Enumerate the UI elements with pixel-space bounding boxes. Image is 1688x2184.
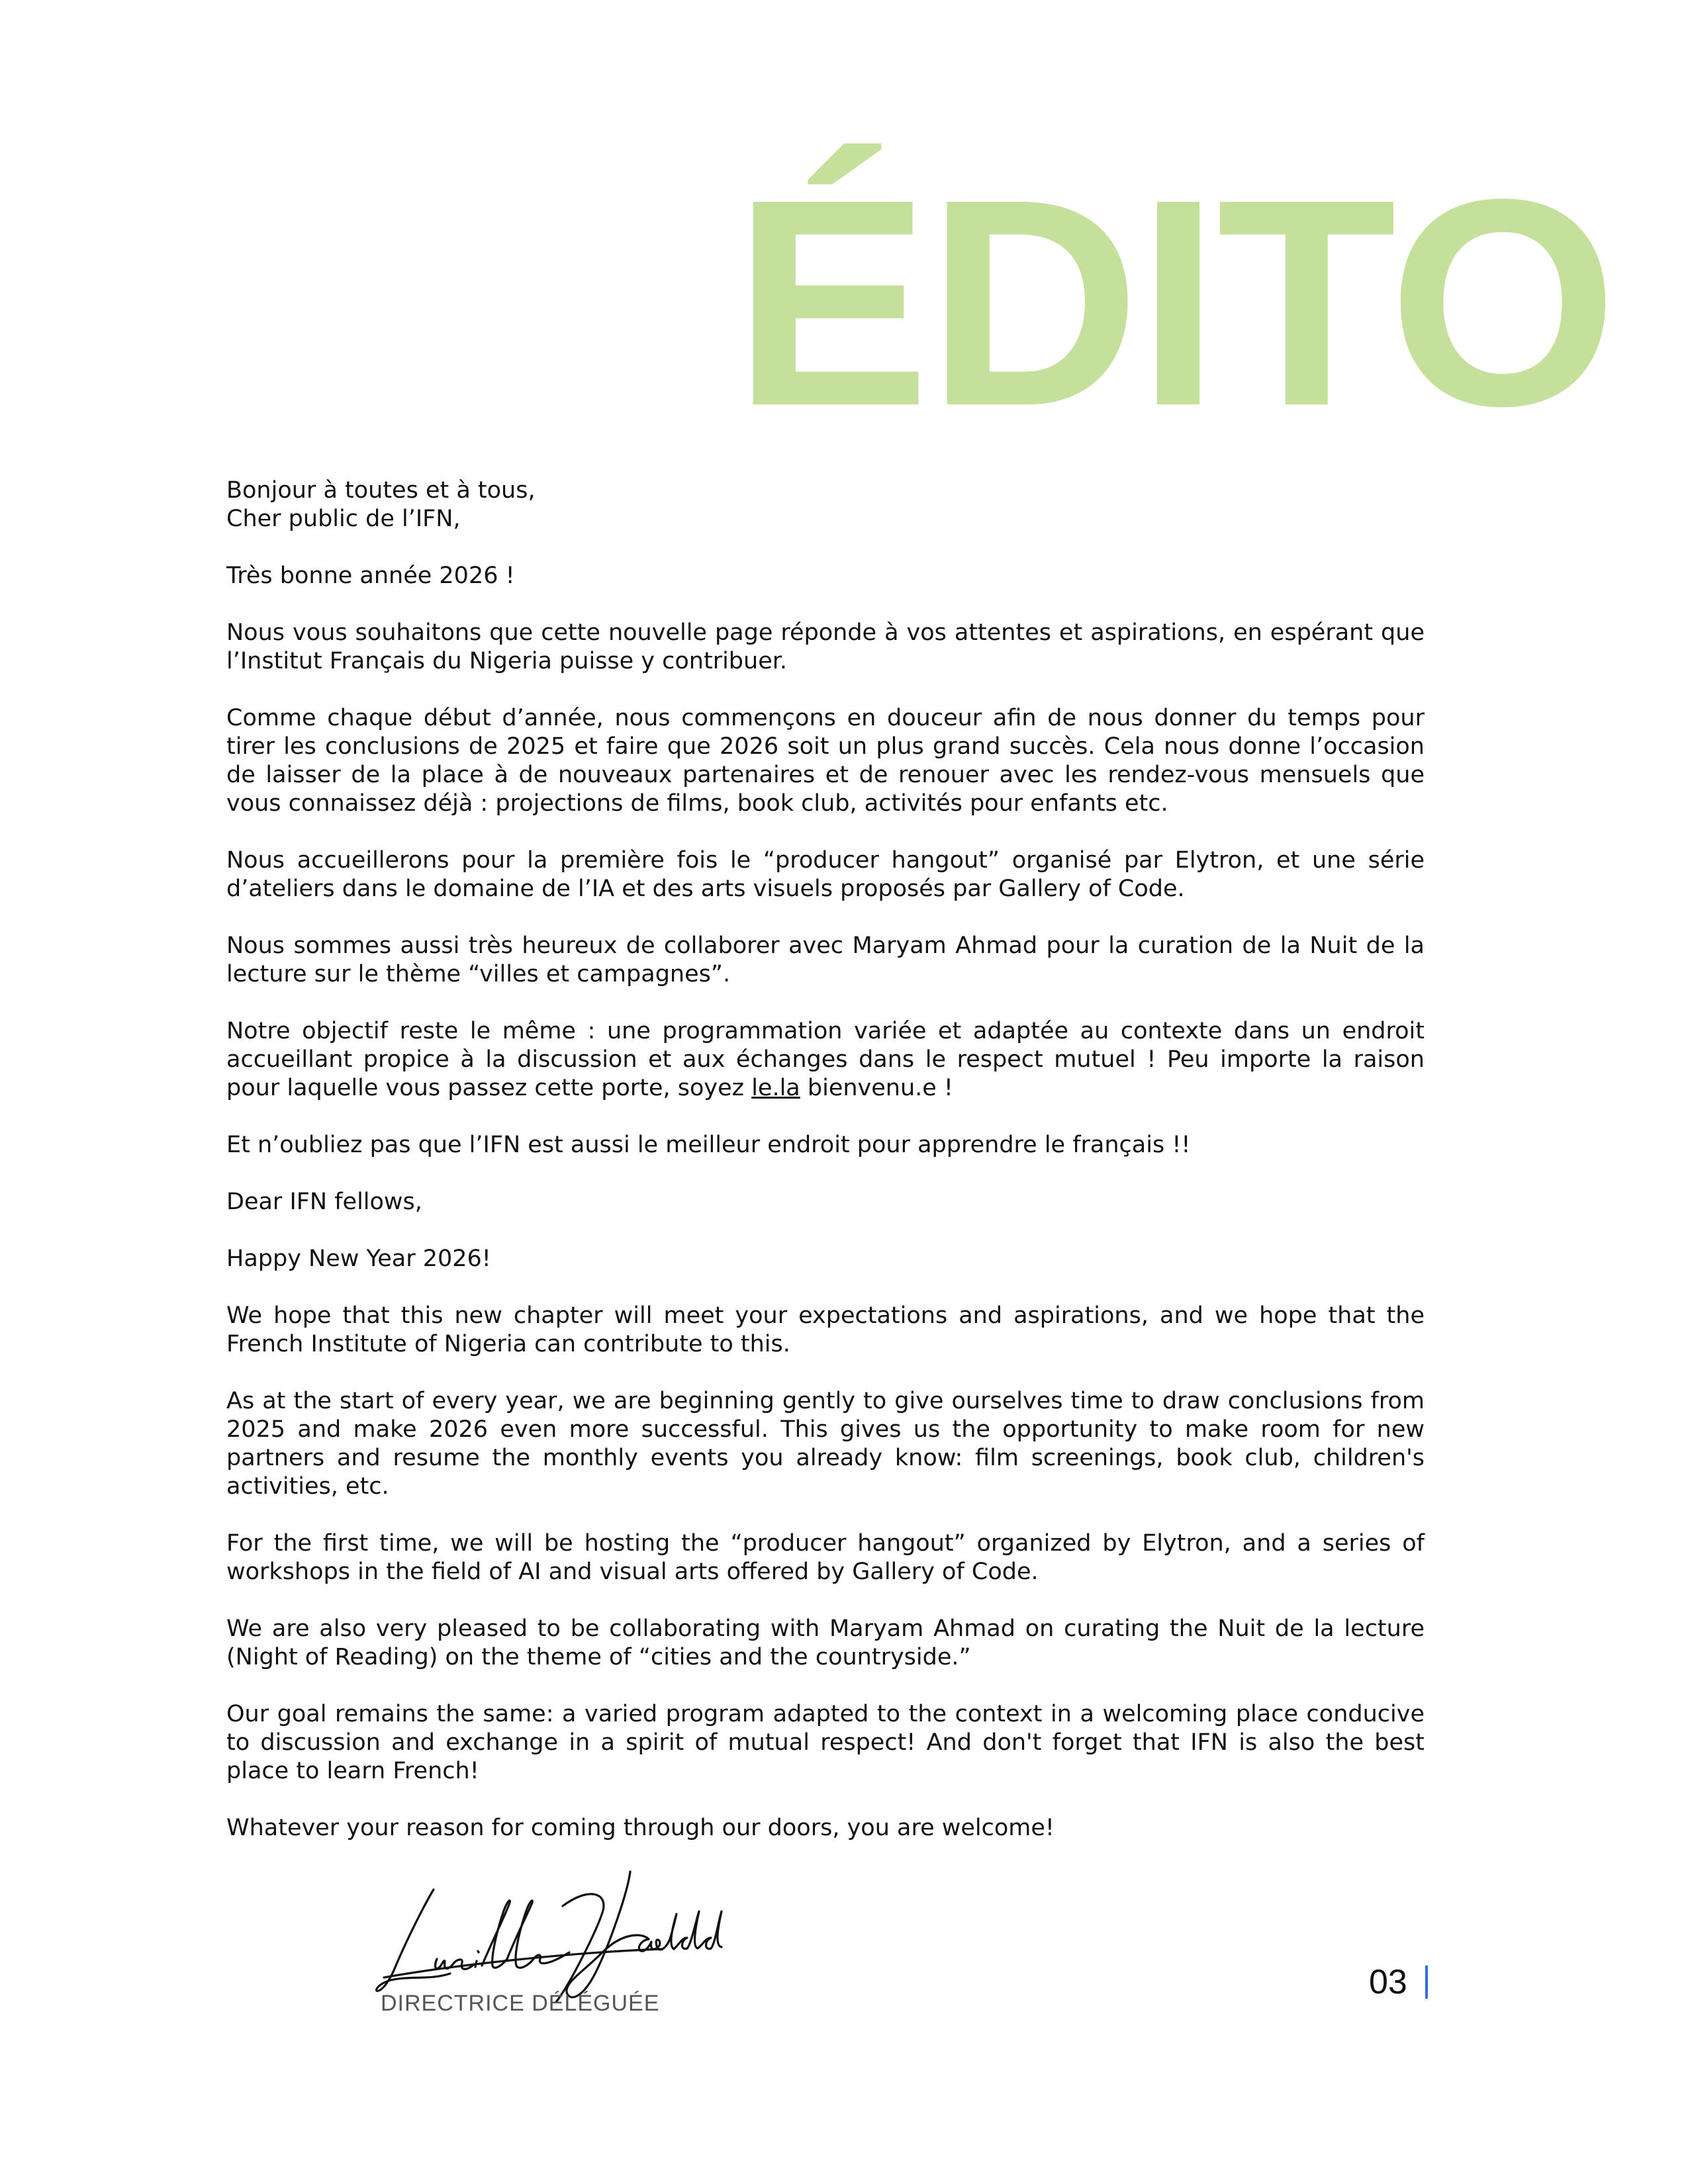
handwritten-signature bbox=[371, 1866, 741, 2005]
paragraph-fr: Nous vous souhaitons que cette nouvelle page réponde à vos attentes et aspirations, en espérant que l’Institut Français du Nigeria puisse y contribuer. bbox=[226, 619, 1425, 674]
objective-text-end: bienvenu.e ! bbox=[800, 1075, 953, 1101]
signature-role: DIRECTRICE DÉLÉGUÉE bbox=[381, 1991, 660, 2016]
editorial-body bbox=[226, 477, 1425, 1871]
page-title: ÉDITO bbox=[733, 138, 1615, 467]
paragraph-en: Happy New Year 2026! bbox=[226, 1246, 491, 1272]
paragraph-fr: Nous accueillerons pour la première fois le “producer hangout” organisé par Elytron, et une série d’ateliers dans le domaine de l’IA et des arts visuels proposés par Gallery of Code. bbox=[226, 847, 1425, 902]
paragraph-en: As at the start of every year, we are beginning gently to give ourselves time to draw conclusions from 2025 and make 2026 even more successful. This gives us the opportunity to make room for new partners and resume the monthly events you already know: film screenings, book club, children's activities, etc. bbox=[226, 1388, 1425, 1500]
paragraph-fr: Comme chaque début d’année, nous commençons en douceur afin de nous donner du temps pour tirer les conclusions de 2025 et faire que 2026 soit un plus grand succès. Cela nous donne l’occasion de laisser de la place à de nouveaux partenaires et de renouer avec les rendez-vous mensuels que vous connaissez déjà : projections de films, book club, activités pour enfants etc. bbox=[226, 705, 1425, 817]
paragraph-fr: Et n’oubliez pas que l’IFN est aussi le meilleur endroit pour apprendre le français !! bbox=[226, 1132, 1191, 1158]
paragraph-en: Our goal remains the same: a varied program adapted to the context in a welcoming place conducive to discussion and exchange in a spirit of mutual respect! And don't forget that IFN is also the best place to learn French! bbox=[226, 1701, 1425, 1784]
paragraph-en: We are also very pleased to be collaborating with Maryam Ahmad on curating the Nuit de la lecture (Night of Reading) on the theme of “cities and the countryside.” bbox=[226, 1615, 1425, 1670]
page-number: 03 bbox=[1369, 1963, 1407, 2001]
paragraph-fr-objective bbox=[226, 1017, 1425, 1103]
objective-text: Notre objectif reste le même : une programmation variée et adaptée au contexte dans un endroit accueillant propice à la discussion et aux échanges dans le respect mutuel ! Peu importe la raison pour laquelle vous passez cette porte, soyez bbox=[226, 1018, 1425, 1101]
greeting-line: Cher public de l’IFN, bbox=[226, 506, 461, 532]
signature-image bbox=[371, 1866, 741, 2005]
greeting-line: Bonjour à toutes et à tous, bbox=[226, 477, 536, 504]
paragraph-en: Whatever your reason for coming through our doors, you are welcome! bbox=[226, 1815, 1055, 1841]
paragraph-fr: Nous sommes aussi très heureux de collaborer avec Maryam Ahmad pour la curation de la Nuit de la lecture sur le thème “villes et campagnes”. bbox=[226, 933, 1425, 987]
paragraph-en: Dear IFN fellows, bbox=[226, 1189, 422, 1215]
page-number-accent-bar bbox=[1425, 1966, 1428, 1999]
paragraph-en: For the first time, we will be hosting the “producer hangout” organized by Elytron, and a series of workshops in the field of AI and visual arts offered by Gallery of Code. bbox=[226, 1530, 1425, 1585]
paragraph-fr: Très bonne année 2026 ! bbox=[226, 563, 515, 589]
underlined-word: le.la bbox=[751, 1075, 800, 1101]
paragraph-en: We hope that this new chapter will meet your expectations and aspirations, and we hope that the French Institute of Nigeria can contribute to this. bbox=[226, 1302, 1425, 1357]
